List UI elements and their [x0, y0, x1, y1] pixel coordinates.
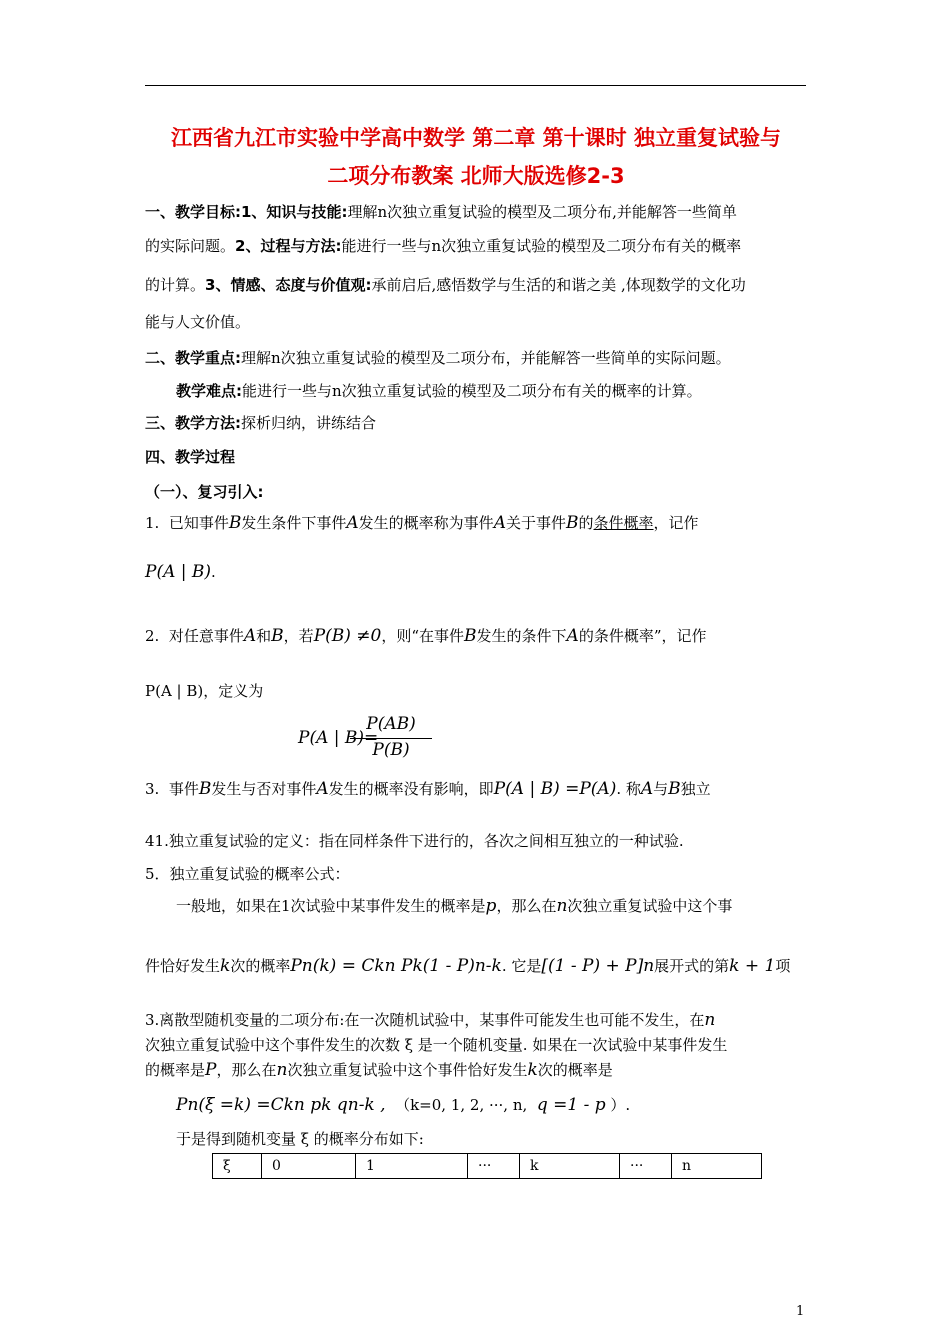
item2-def-intro: P(A | B)，定义为 — [145, 682, 264, 700]
page-number: 1 — [796, 1304, 805, 1319]
goals-k3-text: 承前启后,感悟数学与生活的和谐之美 ,体现数学的文化功 — [371, 276, 746, 294]
goals-k3-cont: 能与人文价值。 — [145, 313, 251, 331]
item6-line3 — [145, 1060, 613, 1080]
method-label: 三、教学方法: — [145, 414, 241, 432]
item2-t1: 对任意事件 — [168, 627, 244, 645]
item6-q: q =1 - p — [536, 1095, 606, 1115]
item1-dot: . — [211, 563, 216, 581]
item6-l3a: 的概率是 — [145, 1061, 206, 1079]
item2-lhs: P(A | B)= — [298, 728, 379, 748]
header-rule — [145, 85, 806, 86]
process-label: 四、教学过程 — [145, 448, 236, 466]
process-line — [145, 447, 235, 467]
item3-t6: 独立 — [680, 780, 711, 798]
item2-t4: ，则“在事件 — [381, 627, 465, 645]
review-label: （一）、复习引入: — [145, 483, 264, 501]
item1-t6: ，记作 — [653, 514, 699, 532]
item1-a2: A — [493, 513, 506, 533]
item1-t4: 关于事件 — [505, 514, 566, 532]
item3-t5: 与 — [653, 780, 669, 798]
table-row — [213, 1154, 762, 1179]
fraction-bar — [350, 738, 432, 739]
goals-k1-text: 理解n次独立重复试验的模型及二项分布,并能解答一些简单 — [347, 203, 737, 221]
item5-p1: 一般地，如果在1次试验中某事件发生的概率是 — [176, 897, 486, 915]
item2-b2: B — [464, 626, 477, 646]
table-cell: ξ — [213, 1154, 262, 1179]
item1-t3: 发生的概率称为事件 — [358, 514, 494, 532]
review-line — [145, 482, 264, 502]
item2-a2: A — [566, 626, 579, 646]
difficulty-line — [176, 381, 702, 401]
method-text: 探析归纳，讲练结合 — [241, 414, 377, 432]
item1-t5: 的 — [578, 514, 594, 532]
item6-close: ）. — [610, 1096, 631, 1114]
item6-n: n — [704, 1010, 716, 1030]
keypoint-text: 理解n次独立重复试验的模型及二项分布，并能解答一些简单的实际问题。 — [241, 349, 731, 367]
item1-t2: 发生条件下事件 — [241, 514, 347, 532]
item2-t3: ，若 — [283, 627, 314, 645]
item6-line2: 次独立重复试验中这个事件发生的次数 ξ 是一个随机变量. 如果在一次试验中某事件发生 — [145, 1036, 728, 1054]
keypoint-line — [145, 348, 731, 368]
item5-l2e: 项 — [775, 957, 791, 975]
table-cell: n — [672, 1154, 762, 1179]
item5-n: n — [556, 896, 568, 916]
item3-t2: 发生与否对事件 — [211, 780, 317, 798]
item3-b2: B — [668, 779, 681, 799]
goals-line1 — [145, 202, 737, 222]
item3-a: A — [316, 779, 329, 799]
item2-t6: 的条件概率”，记作 — [578, 627, 707, 645]
item6-l1: 3.离散型随机变量的二项分布:在一次随机试验中，某事件可能发生也可能不发生，在 — [145, 1011, 705, 1029]
item1-a: A — [346, 513, 359, 533]
item1-t1: 已知事件 — [168, 514, 229, 532]
item5-k: k — [220, 956, 231, 976]
item5-p2: ，那么在 — [496, 897, 557, 915]
fraction-denominator: P(B) — [372, 740, 410, 760]
keypoint-label: 二、教学重点: — [145, 349, 241, 367]
item5-p3: 次独立重复试验中这个事 — [567, 897, 733, 915]
goals-k2-text: 能进行一些与n次独立重复试验的模型及二项分布有关的概率 — [341, 237, 742, 255]
table-cell: ··· — [468, 1154, 520, 1179]
item6-l3c: 次独立重复试验中这个事件恰好发生 — [287, 1061, 528, 1079]
item4-line: 41.独立重复试验的定义：指在同样条件下进行的，各次之间相互独立的一种试验. — [145, 832, 684, 850]
item6-line1 — [145, 1010, 715, 1030]
item2-line2 — [145, 681, 263, 701]
item2-t5: 发生的条件下 — [476, 627, 567, 645]
item6-n2: n — [276, 1060, 288, 1080]
doc-title-line1: 江西省九江市实验中学高中数学 第二章 第十课时 独立重复试验与 — [171, 126, 781, 150]
table-cell: 1 — [356, 1154, 468, 1179]
item6-formula: Pn(ξ =k) =Ckn pk qn-k , — [176, 1095, 386, 1115]
item3-t1: 事件 — [168, 780, 199, 798]
item2-line — [145, 626, 707, 646]
difficulty-text: 能进行一些与n次独立重复试验的模型及二项分布有关的概率的计算。 — [242, 382, 702, 400]
item1-b2: B — [565, 513, 579, 533]
item3-num: 3. — [145, 780, 160, 798]
item1-line — [145, 513, 699, 533]
goals-line3 — [145, 275, 746, 295]
item6-l3d: 次的概率是 — [537, 1061, 613, 1079]
item5-line2 — [145, 956, 790, 976]
item5-formula: Pn(k) = Ckn Pk(1 - P)n-k — [290, 956, 502, 976]
item6-dist-intro: 于是得到随机变量 ξ 的概率分布如下: — [176, 1130, 424, 1148]
item5-l2a: 件恰好发生 — [145, 957, 221, 975]
item1-num: 1. — [145, 514, 160, 532]
item6-formula-line — [176, 1095, 630, 1115]
item3-formula: P(A | B) =P(A) — [493, 779, 617, 799]
goals-label: 一、教学目标: — [145, 203, 241, 221]
item2-t2: 和 — [256, 627, 272, 645]
item3-line — [145, 779, 711, 799]
goals-k2-cont: 的计算。 — [145, 276, 206, 294]
item6-k: k — [527, 1060, 538, 1080]
item5-line1 — [176, 896, 732, 916]
item2-b: B — [271, 626, 284, 646]
distribution-table — [212, 1153, 762, 1179]
item5-l2c: . 它是 — [501, 957, 542, 975]
goals-k1-cont: 的实际问题。 — [145, 237, 236, 255]
table-cell: 0 — [262, 1154, 356, 1179]
item1-conditional-probability: 条件概率 — [593, 514, 654, 532]
item5-head: 5．独立重复试验的概率公式： — [145, 865, 350, 883]
item5-p: p — [485, 896, 497, 916]
goals-k2-label: 2、过程与方法: — [235, 237, 342, 255]
item5-l2d: 展开式的第 — [654, 957, 730, 975]
table-cell: k — [520, 1154, 620, 1179]
difficulty-label: 教学难点: — [176, 382, 242, 400]
goals-k1-label: 1、知识与技能: — [241, 203, 348, 221]
item3-a2: A — [640, 779, 654, 799]
item6-l3b: ，那么在 — [216, 1061, 277, 1079]
item5-term: k + 1 — [729, 956, 776, 976]
goals-line4 — [145, 312, 250, 332]
goals-k3-label: 3、情感、态度与价值观: — [205, 276, 372, 294]
table-cell: ··· — [620, 1154, 672, 1179]
item1-formula-line — [145, 562, 216, 582]
fraction-numerator: P(AB) — [366, 714, 416, 734]
item3-t4: . 称 — [616, 780, 641, 798]
item3-b: B — [198, 779, 212, 799]
item6-p: P — [205, 1060, 217, 1080]
item2-num: 2. — [145, 627, 160, 645]
item3-t3: 发生的概率没有影响，即 — [328, 780, 494, 798]
goals-line2 — [145, 236, 741, 256]
item6-range: （k=0, 1, 2, ···, n, — [395, 1096, 528, 1114]
method-line — [145, 413, 376, 433]
item1-b: B — [228, 513, 242, 533]
item5-l2b: 次的概率 — [230, 957, 291, 975]
item2-a: A — [243, 626, 257, 646]
item1-formula: P(A | B) — [145, 562, 212, 582]
doc-title-line2: 二项分布教案 北师大版选修2-3 — [327, 164, 625, 188]
item5-expand: [(1 - P) + P]n — [541, 956, 655, 976]
item2-condition: P(B) ≠0 — [313, 626, 382, 646]
